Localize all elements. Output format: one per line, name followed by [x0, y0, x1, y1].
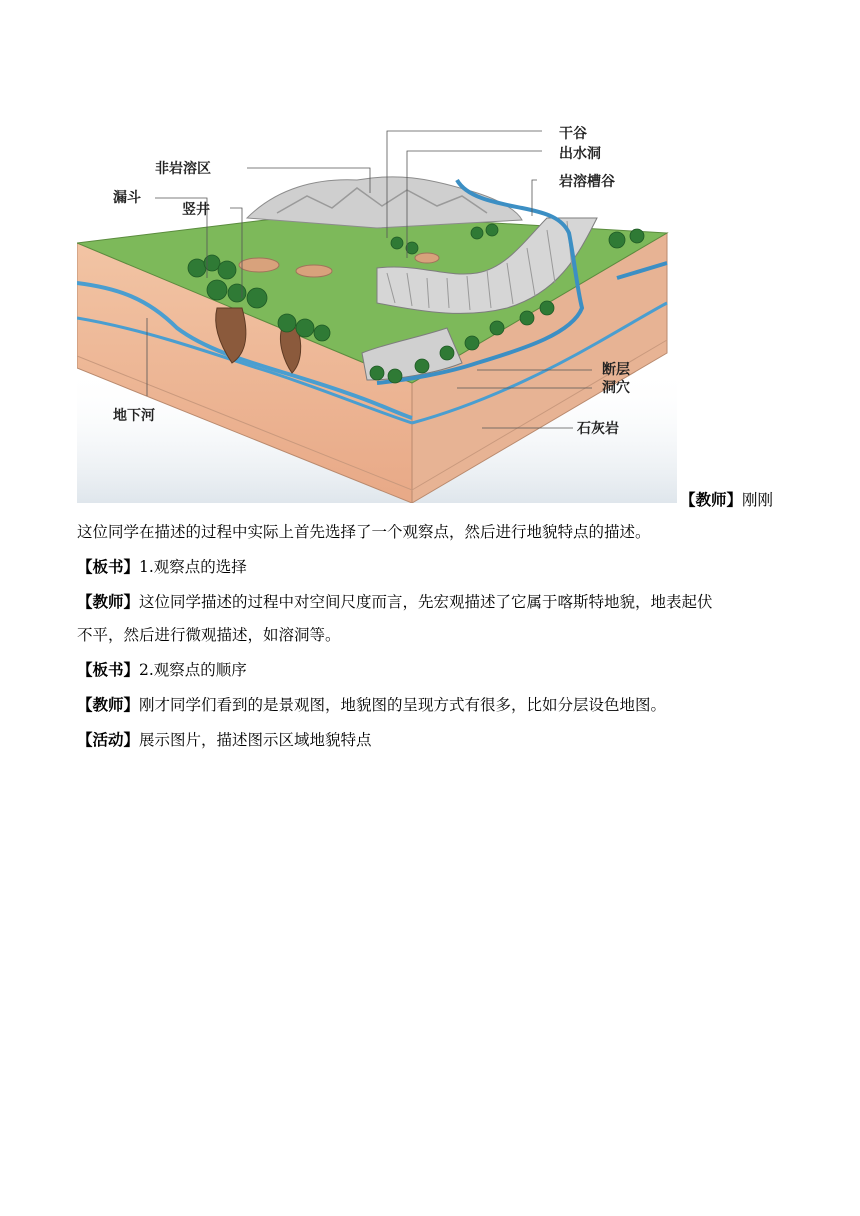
paragraph-4 — [77, 659, 783, 681]
tag-teacher: 【教师】 — [680, 490, 743, 509]
paragraph-1-cont — [77, 521, 783, 543]
label-outlet-cave: 出水洞 — [559, 146, 601, 162]
paragraph-text: 刚才同学们看到的是景观图，地貌图的呈现方式有很多，比如分层设色地图。 — [139, 696, 667, 714]
label-dry-valley: 干谷 — [559, 126, 587, 142]
label-karst-trough: 岩溶槽谷 — [559, 174, 615, 190]
paragraph-text: 这位同学描述的过程中对空间尺度而言，先宏观描述了它属于喀斯特地貌，地表起伏 — [139, 593, 713, 611]
label-funnel: 漏斗 — [113, 190, 141, 206]
paragraph-text: 1.观察点的选择 — [139, 558, 247, 576]
karst-block-diagram — [77, 118, 677, 503]
non-karst-mountains — [247, 177, 522, 228]
paragraph-6 — [77, 729, 783, 751]
label-cave: 洞穴 — [602, 380, 630, 396]
label-limestone: 石灰岩 — [577, 421, 619, 437]
label-underground-river: 地下河 — [113, 408, 155, 424]
paragraph-text: 这位同学在描述的过程中实际上首先选择了一个观察点，然后进行地貌特点的描述。 — [77, 523, 651, 541]
label-fault: 断层 — [602, 362, 630, 378]
paragraph-text: 刚刚 — [742, 491, 774, 509]
paragraph-text: 2.观察点的顺序 — [139, 661, 247, 679]
label-vertical-shaft: 竖井 — [182, 202, 210, 218]
tag-blackboard: 【板书】 — [77, 660, 140, 679]
tag-activity: 【活动】 — [77, 730, 140, 749]
paragraph-2 — [77, 556, 783, 578]
paragraph-1-start — [680, 488, 773, 510]
paragraph-5 — [77, 694, 783, 716]
paragraph-text: 不平，然后进行微观描述，如溶洞等。 — [77, 626, 341, 644]
label-non-karst: 非岩溶区 — [155, 161, 211, 177]
tag-teacher: 【教师】 — [77, 695, 140, 714]
tag-blackboard: 【板书】 — [77, 557, 140, 576]
karst-landform-figure — [77, 118, 677, 503]
paragraph-3-cont — [77, 624, 783, 646]
tag-teacher: 【教师】 — [77, 592, 140, 611]
paragraph-text: 展示图片，描述图示区域地貌特点 — [139, 731, 372, 749]
paragraph-3 — [77, 591, 783, 613]
